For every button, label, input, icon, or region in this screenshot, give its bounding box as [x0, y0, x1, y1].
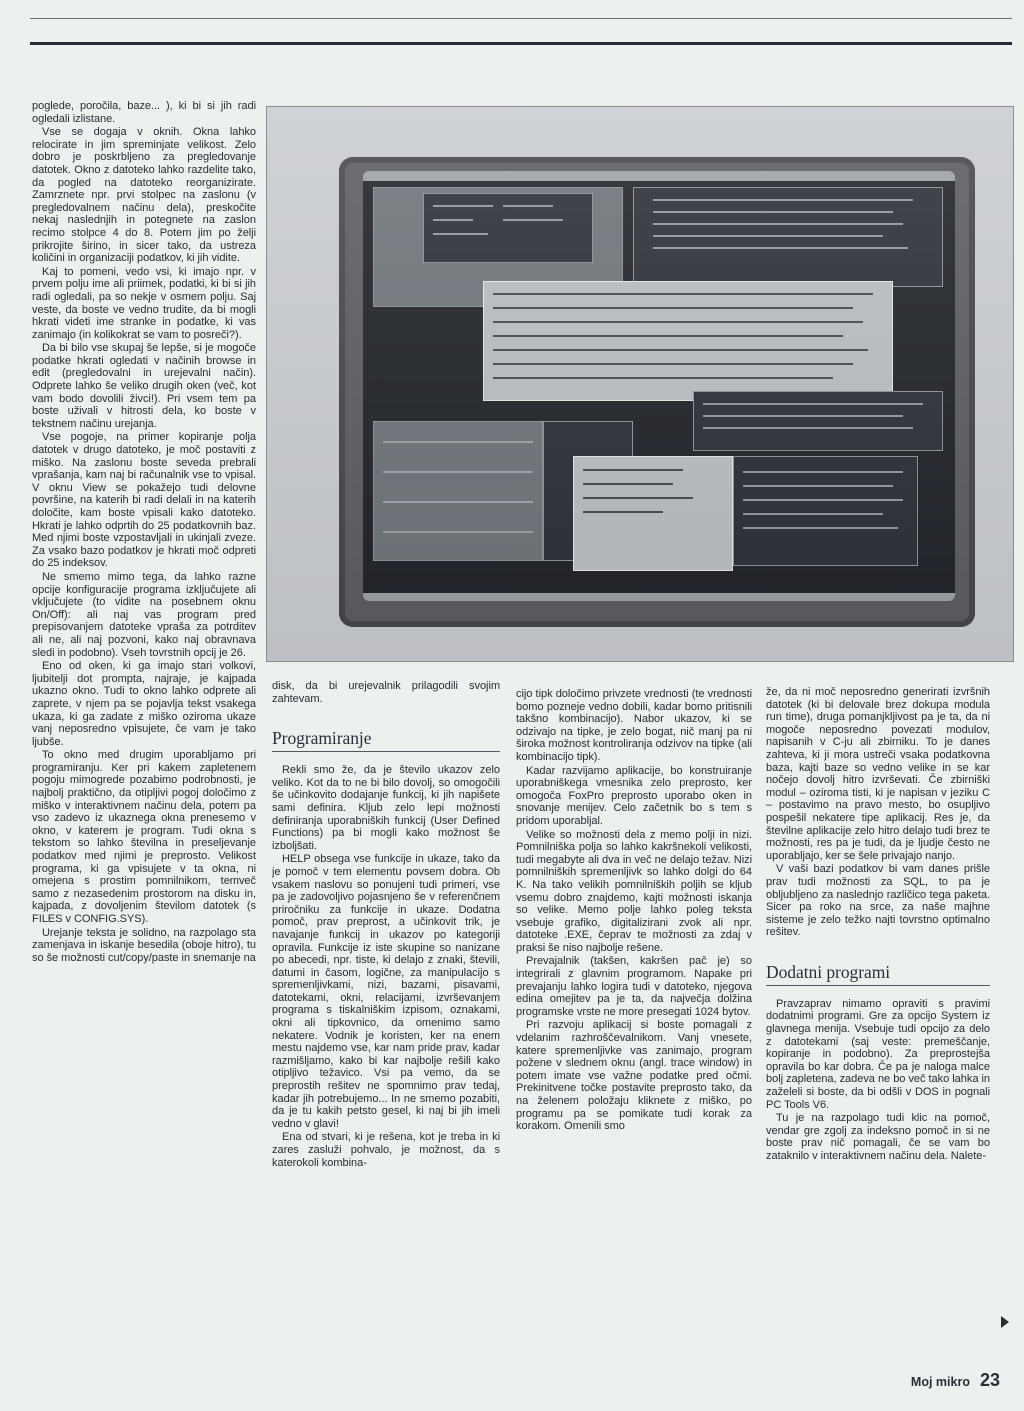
column-3: [516, 688, 752, 1133]
section-heading-dodatni-programi: Dodatni programi: [766, 961, 990, 986]
paragraph: cijo tipk določimo privzete vrednosti (te vrednosti bomo pozneje vedno dobili, kadar bomo pritisnili takšno kombinacijo). Nabor ukazov, ki se odzivajo na tipke, je zelo bogat, nič manj pa ni široka možnost kontroliranja odzivov na tipke (ali kombinacijo tipk).: [516, 688, 752, 763]
column-4: [766, 686, 990, 1163]
paragraph: Da bi bilo vse skupaj še lepše, si je mogoče podatke hkrati ogledati v načinih browse in edit (pregledovalni in urejevalni način). Odprete lahko še veliko drugih oken (več, kot vam bodo dovolili živci!). Pri vsem tem pa boste uživali v hitrosti dela, ko boste v tekstnem načinu urejanja.: [32, 342, 256, 430]
page-footer: [911, 1370, 1000, 1391]
paragraph: Prevajalnik (takšen, kakršen pač je) so integrirali z glavnim programom. Napake pri prevajanju lahko logira tudi v datoteko, njegova edina omejitev pa je ta, da največja dolžina programske vrste ne more presegati 1024 bytov.: [516, 955, 752, 1018]
paragraph: disk, da bi urejevalnik prilagodili svojim zahtevam.: [272, 680, 500, 705]
paragraph: Kaj to pomeni, vedo vsi, ki imajo npr. v prvem polju ime ali priimek, podatki, ki bi si jih radi ogledali, pa so nekje v osmem polju. Saj veste, da boste ve vedno trudite, da bi mogli hkrati videti ime stranke in podatke, ki vas zanimajo (in kolikokrat se vam to posreči?).: [32, 265, 256, 341]
paragraph: Vse pogoje, na primer kopiranje polja datotek v drugo datoteko, je moč postaviti z miško. Na zaslonu boste seveda prebrali vprašanja, kam naj bi računalnik vse to vpisal. V oknu View se pokažejo tudi delovne površine, na katerih bi radi delali in na katerih določite, kam boste vpisali kako datoteko. Hkrati je lahko odprtih do 25 podatkovnih baz. Med njimi boste vzpostavljali in ukinjali zveze. Za vsako bazo podatkov je hkrati moč odpreti do 25 indeksov.: [32, 431, 256, 570]
column-2: [272, 680, 500, 1169]
paragraph: Kadar razvijamo aplikacije, bo konstruiranje uporabniškega vmesnika zelo preprosto, ker omogoča FoxPro preprosto uporabo oken in snovanje menijev. Celo začetnik bo s tem s pridom uporabljal.: [516, 764, 752, 827]
paragraph: že, da ni moč neposredno generirati izvršnih datotek (ki bi delovale brez dokupa modula run time), druga pomanjkljivost pa je ta, da ni mogoče neposredno povezati modulov, napisanih v C-ju ali zbirniku. To je danes zahteva, ki ji mora ustreči vsaka podatkovna baza, kajti baze so vedno velike in se kar nočejo dovolj hitro izvrševati. Če zbirniški modul – oziroma tisti, ki je napisan v jeziku C – postavimo na pravo mesto, bo osupljivo pospešil nekatere tipe aplikacij. Res je, da številne aplikacije zelo hitro delajo tudi brez te možnosti, res pa je tudi, da je ljudje često ne uporabljajo, ker se šele privajajo nanjo.: [766, 686, 990, 862]
paragraph: HELP obsega vse funkcije in ukaze, tako da je pomoč v tem elementu povsem dobra. Ob vsakem naslovu so ponujeni tudi primeri, vse pa je zadovoljivo pojasnjeno še v referenčnem priročniku za funkcije in ukaze. Dodatna pomoč, prav preprost, a učinkovit trik, je navajanje funkcij in ukazov po kategoriji opravila. Funkcije iz iste skupine so nanizane po abecedi, npr. tiste, ki delajo z znaki, števili, datumi in časom, logične, za manipulacijo s spremenljivkami, nizi, bazami, pisavami, datotekami, okni, relacijami, izvrševanjem programa s tiskalniškim izpisom, oznakami, okni ali tipkovnico, da omenimo samo nekatere. Vodnik je koristen, ker na enem mestu najdemo vse, kar nam pride prav, kadar razmišljamo, kako bi kar najbolje rešili kako otipljivo težavico. Vsi pa vemo, da se preprostih rešitev ne spomnimo prav tedaj, kadar jih potrebujemo... In ne smemo pozabiti, da je tu kakih petsto gesel, ki naj bi jih imeli vedno v glavi!: [272, 853, 500, 1130]
paragraph: Pri razvoju aplikacij si boste pomagali z vdelanim razhroščevalnikom. Vanj vnesete, katere spremenljivke vas zanimajo, program požene v slednem oknu (angl. trace window) in potem imate vse važne podatke pred očmi. Prekinitvene točke postavite preprosto tako, da na želenem položaju kliknete z miško, po programu pa se pomikate tudi korak za korakom. Omenili smo: [516, 1019, 752, 1133]
magazine-name: Moj mikro: [910, 1375, 970, 1389]
paragraph: Vse se dogaja v oknih. Okna lahko relocirate in jim spreminjate velikost. Zelo dobro je poskrbljeno za pregledovanje datotek. Okno z datoteko lahko razdelite tako, da pogled na datoteko reorganizirate. Zamrznete npr. prvi stolpec na zaslonu (v pregledovalnem načinu dela), preskočite nekaj naslednjih in potegnete na zaslon recimo stolpce 4 do 8. Potem jim po želji prikrojite širino, in sicer tako, da ustreza količini in organizaciji podatkov, ki jih vidite.: [32, 126, 256, 265]
paragraph: Ena od stvari, ki je rešena, kot je treba in ki zares zasluži pohvalo, je možnost, da s katerokoli kombina-: [272, 1131, 500, 1169]
paragraph: Pravzaprav nimamo opraviti s pravimi dodatnimi programi. Gre za opcijo System iz glavnega menija. Vsebuje tudi opcijo za delo z datotekami (saj veste: premeščanje, kopiranje in podobno). Za preprostejša opravila bo kar dobra. Če pa je naloga malce bolj zapletena, zadeva ne bo več tako lahka in zaželeli si boste, da bi odšli v DOS in pognali PC Tools V6.: [766, 997, 990, 1111]
paragraph: Rekli smo že, da je število ukazov zelo veliko. Kot da to ne bi bilo dovolj, so omogočili še učinkovito dodajanje funkcij, ki jih napišete sami definira. Kljub zelo lepi možnosti definiranja uporabniških funkcij (User Defined Functions) pa bi mogli kako možnost še izboljšati.: [272, 764, 500, 852]
continue-arrow-icon: [1001, 1316, 1009, 1328]
paragraph: Velike so možnosti dela z memo polji in nizi. Pomnilniška polja so lahko kakršnekoli velikosti, tudi megabyte ali dva in več ne delajo težav. Nizi pomnilniških spremenljivk so lahko dolgi do 64 K. Na tako velikih pomnilniških poljih se kljub vsemu dobro znajdemo, kajti možnosti iskanja so velike. Memo polje lahko poleg teksta vsebuje grafiko, digitalizirani zvok ali npr. datoteke .EXE, čeprav te možnosti za zdaj v praksi še niso najbolje rešene.: [516, 828, 752, 954]
paragraph: V vaši bazi podatkov bi vam danes prišle prav tudi možnosti za SQL, to pa je obljubljeno za naslednjo različico tega paketa. Sicer pa roko na srce, za naše majhne sisteme je zelo težko najti tovrstno optimalno rešitev.: [766, 863, 990, 939]
column-1: [32, 100, 256, 964]
paragraph: Eno od oken, ki ga imajo stari volkovi, ljubitelji dot prompta, najraje, je kajpada ukazno okno. Tudi to okno lahko odprete ali zaprete, v njem pa se pojavlja tekst vsakega ukaza, ki ga zadate z miško oziroma ukaze vanj neposredno vpisujete, če vam je tako ljubše.: [32, 660, 256, 748]
page-number: 23: [979, 1370, 1000, 1390]
screenshot-photo: [266, 106, 1014, 662]
paragraph: poglede, poročila, baze... ), ki bi si jih radi ogledali izlistane.: [32, 100, 256, 125]
paragraph: Ne smemo mimo tega, da lahko razne opcije konfiguracije programa izključujete ali vključujete (to vidite na posebnem oknu On/Off): ali naj vas program pred prepisovanjem datoteke vpraša za potrditev ali ne, ali naj pozvoni, kako naj obravnava sledi in podobno). Vseh tovrstnih opcij je 26.: [32, 570, 256, 659]
monitor-screen: [363, 171, 955, 601]
paragraph: Tu je na razpolago tudi klic na pomoč, vendar gre zgolj za indeksno pomoč in si ne boste prav nič pomagali, če se vam bo zataknilo v interaktivnem načinu dela. Nalete-: [766, 1112, 990, 1162]
paragraph: To okno med drugim uporabljamo pri programiranju. Ker pri kakem zapletenem pogoju mimogrede pozabimo podrobnosti, je najbolj praktično, da otipljivi pogoj določimo z miško v interaktivnem načinu dela, potem pa vso zadevo iz ukaznega okna prenesemo v okno, v katerem je program. Tudi okna s tekstom so lahko številna in preseljevanje podatkov med njimi je preprosto. Velikost programa, ki ga vpisujete v ta okna, ni omejena s prostim pomnilnikom, temveč samo z nezasedenim prostorom na disku in, kajpada, z dovoljenim številom datotek (s FILES v CONFIG.SYS).: [32, 749, 256, 925]
paragraph: Urejanje teksta je solidno, na razpolago sta zamenjava in iskanje besedila (oboje hitro), tu so še možnosti cut/copy/paste in snemanje na: [32, 926, 256, 964]
header-rule: [30, 42, 1012, 45]
monitor-image: [339, 157, 975, 627]
top-rule: [30, 18, 1012, 19]
section-heading-programiranje: Programiranje: [272, 727, 500, 752]
